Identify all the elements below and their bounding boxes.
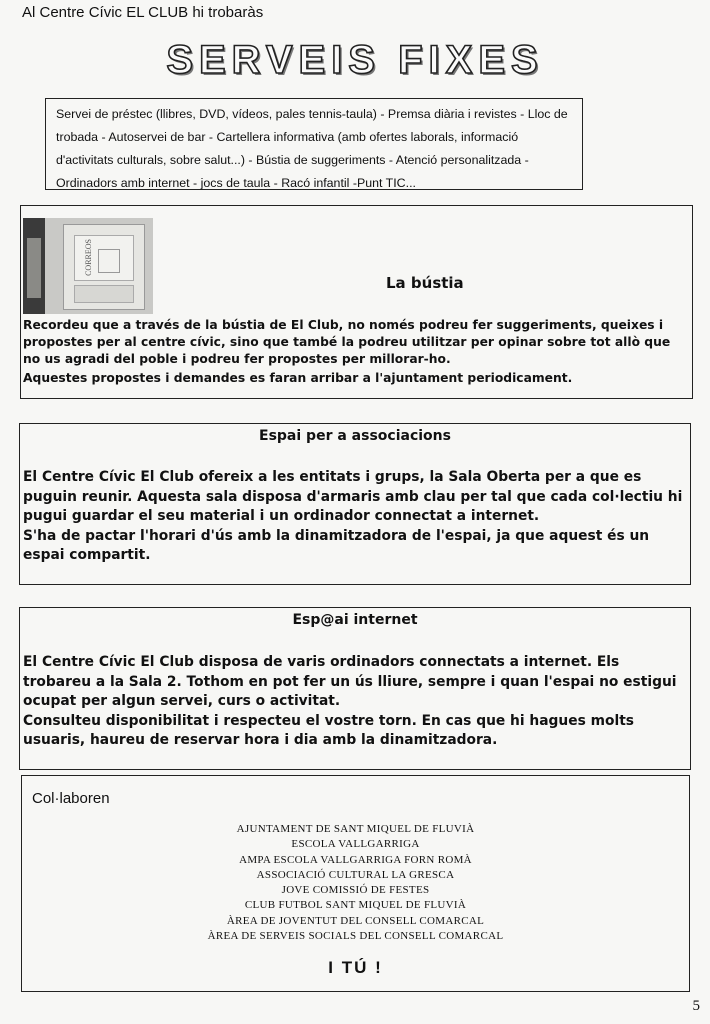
collab-closing: I TÚ ! bbox=[328, 958, 383, 977]
collab-item: AJUNTAMENT DE SANT MIQUEL DE FLUVIÀ bbox=[236, 823, 475, 835]
internet-paragraph: El Centre Cívic El Club disposa de varis ordinadors connectats a internet. Els trobareu a la Sala 2. Tothom en pot fer un ús lliure, sempre i quan l'espai no estigui ocupat per algun servei, curs o activitat. bbox=[23, 654, 677, 709]
door-panel bbox=[27, 238, 41, 298]
bustia-paragraph: Recordeu que a través de la bústia de El Club, no només podreu fer suggeriments, queixes i propostes per al centre cívic, sino que també la podreu utilitzar per opinar sobre tot allò que no us agradi del poble i podreu fer propostes per millorar-ho. bbox=[23, 318, 671, 366]
mailbox-brand-label: CORREOS bbox=[84, 239, 93, 276]
internet-paragraph: Consulteu disponibilitat i respecteu el vostre torn. En cas que hi hagues molts usuaris, haureu de reservar hora i dia amb la dinamitzadora. bbox=[23, 712, 634, 748]
services-box bbox=[45, 98, 583, 190]
associacions-section bbox=[19, 423, 691, 585]
collab-item: ÀREA DE SERVEIS SOCIALS DEL CONSELL COMARCAL bbox=[207, 930, 504, 943]
internet-title: Esp@ai internet bbox=[292, 612, 418, 628]
bustia-section bbox=[20, 205, 693, 399]
internet-text bbox=[23, 653, 685, 751]
collab-section bbox=[21, 775, 690, 992]
mailbox-plate bbox=[74, 285, 134, 303]
collab-heading: Col·laboren bbox=[32, 790, 110, 807]
associacions-paragraph: El Centre Cívic El Club ofereix a les entitats i grups, la Sala Oberta per a que es puguin reunir. Aquesta sala disposa d'armaris amb clau per tal que cada col·lectiu hi pugui guardar el seu material i un ordinador connectat a internet. bbox=[23, 469, 683, 524]
intro-text: Al Centre Cívic EL CLUB hi trobaràs bbox=[22, 4, 264, 21]
collab-list bbox=[22, 822, 689, 944]
mailbox-lock bbox=[98, 249, 120, 273]
bustia-paragraph: Aquestes propostes i demandes es faran arribar a l'ajuntament periodicament. bbox=[23, 371, 573, 385]
associacions-text bbox=[23, 468, 685, 566]
bustia-title: La bústia bbox=[386, 274, 464, 292]
collab-item: ÀREA DE JOVENTUT DEL CONSELL COMARCAL bbox=[226, 914, 485, 927]
mailbox-shape bbox=[63, 224, 145, 310]
page-title: SERVEIS FIXES bbox=[166, 38, 544, 82]
collab-item: AMPA ESCOLA VALLGARRIGA FORN ROMÀ bbox=[239, 853, 472, 866]
page-number: 5 bbox=[692, 998, 700, 1014]
associacions-title: Espai per a associacions bbox=[259, 428, 451, 444]
collab-item: ASSOCIACIÓ CULTURAL LA GRESCA bbox=[256, 868, 455, 881]
collab-item: CLUB FUTBOL SANT MIQUEL DE FLUVIÀ bbox=[244, 899, 467, 912]
collab-item: JOVE COMISSIÓ DE FESTES bbox=[281, 884, 430, 897]
services-text: Servei de préstec (llibres, DVD, vídeos, pales tennis-taula) - Premsa diària i revistes - Lloc de trobada - Autoservei de bar - Cartellera informativa (amb ofertes laborals, informació d'activitats culturals, sobre salut...) - Bústia de suggeriments - Atenció personalitzada - Ordinadors amb internet - jocs de taula - Racó infantil -Punt TIC... bbox=[56, 107, 568, 190]
bustia-text bbox=[23, 317, 683, 389]
associacions-paragraph: S'ha de pactar l'horari d'ús amb la dinamitzadora de l'espai, ja que aquest és un espai compartit. bbox=[23, 527, 650, 563]
internet-section bbox=[19, 607, 691, 770]
collab-item: ESCOLA VALLGARRIGA bbox=[291, 838, 420, 851]
mailbox-photo bbox=[23, 218, 153, 314]
